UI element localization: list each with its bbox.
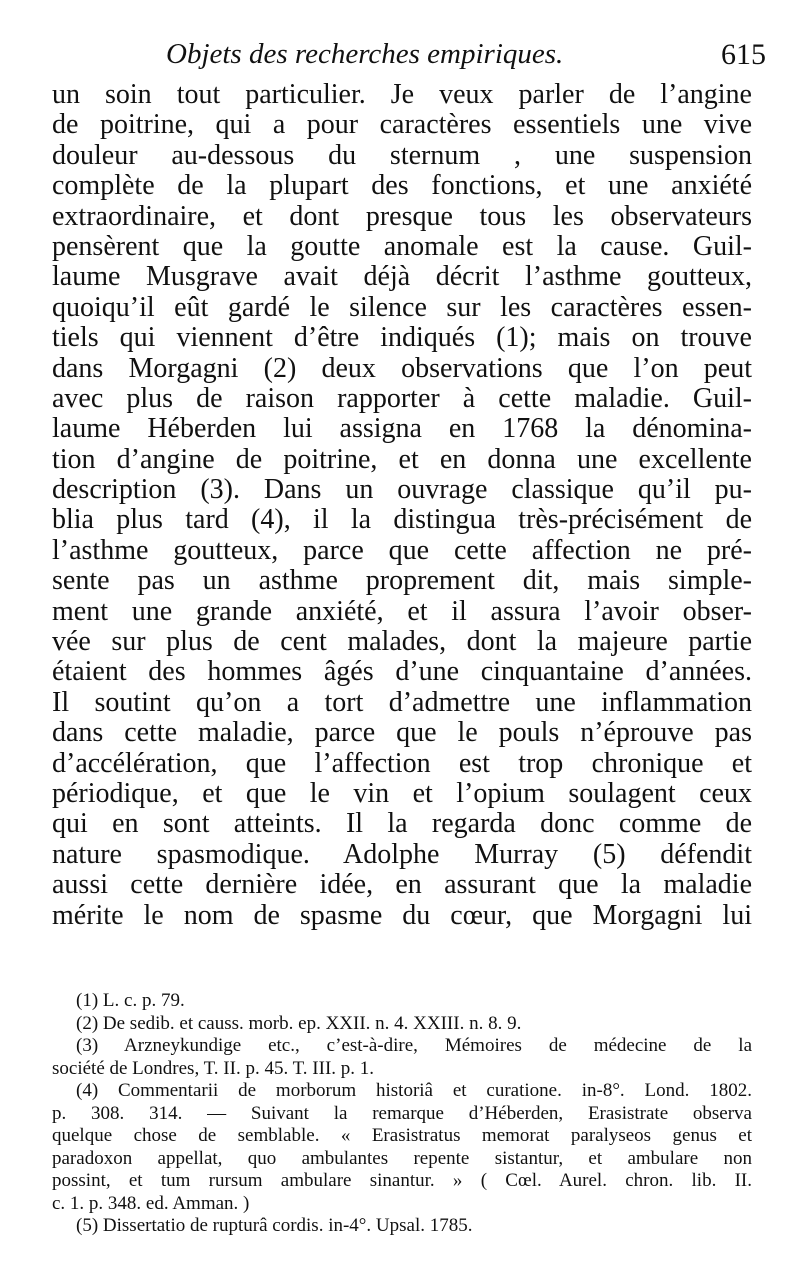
body-line: étaient des hommes âgés d’une cinquantaine d’années.	[52, 656, 752, 688]
body-line: l’asthme goutteux, parce que cette affection ne pré-	[52, 534, 752, 566]
body-line: vée sur plus de cent malades, dont la majeure partie	[52, 626, 752, 658]
body-line: qui en sont atteints. Il la regarda donc comme de	[52, 808, 752, 840]
body-line: tion d’angine de poitrine, et en donna une excellente	[52, 443, 752, 475]
body-line: ment une grande anxiété, et il assura l’avoir obser-	[52, 595, 752, 627]
footnote-line: paradoxon appellat, quo ambulantes repente sistantur, et ambulare non	[52, 1147, 752, 1169]
body-line: aussi cette dernière idée, en assurant que la maladie	[52, 869, 752, 901]
body-line: tiels qui viennent d’être indiqués (1); mais on trouve	[52, 322, 752, 354]
footnote-line: p. 308. 314. — Suivant la remarque d’Héberden, Erasistrate observa	[52, 1102, 752, 1124]
body-line: un soin tout particulier. Je veux parler de l’angine	[52, 79, 752, 110]
footnote-line: société de Londres, T. II. p. 45. T. III. p. 1.	[52, 1057, 375, 1079]
body-line: nature spasmodique. Adolphe Murray (5) défendit	[52, 838, 752, 870]
footnote-line: (2) De sedib. et causs. morb. ep. XXII. n. 4. XXIII. n. 8. 9.	[76, 1012, 522, 1034]
body-line: laume Musgrave avait déjà décrit l’asthme goutteux,	[52, 261, 752, 293]
footnote-line: (3) Arzneykundige etc., c’est-à-dire, Mémoires de médecine de la	[76, 1035, 752, 1056]
footnote-line: (5) Dissertatio de rupturâ cordis. in-4°. Upsal. 1785.	[76, 1215, 473, 1236]
page-header	[160, 38, 772, 78]
body-line: avec plus de raison rapporter à cette maladie. Guil-	[52, 382, 752, 414]
footnote-line: c. 1. p. 348. ed. Amman. )	[52, 1192, 250, 1214]
footnote-line: possint, et tum rursum ambulare sinantur. » ( Cœl. Aurel. chron. lib. II.	[52, 1170, 752, 1191]
body-line: laume Héberden lui assigna en 1768 la dénomina-	[52, 413, 752, 445]
body-text	[52, 80, 752, 931]
body-line: quoiqu’il eût gardé le silence sur les caractères essen-	[52, 291, 752, 323]
footnote-line: (1) L. c. p. 79.	[76, 990, 185, 1011]
body-line: de poitrine, qui a pour caractères essentiels une vive	[52, 109, 752, 141]
footnote-line: quelque chose de semblable. « Erasistratus memorat paralyseos genus et	[52, 1125, 752, 1146]
body-line: extraordinaire, et dont presque tous les observateurs	[52, 200, 752, 232]
body-line: mérite le nom de spasme du cœur, que Morgagni lui	[52, 899, 752, 931]
body-line: blia plus tard (4), il la distingua très-précisément de	[52, 504, 752, 536]
page-number: 615	[721, 38, 766, 71]
body-line: douleur au-dessous du sternum , une suspension	[52, 139, 752, 171]
footnotes	[52, 990, 752, 1238]
body-line: sente pas un asthme proprement dit, mais simple-	[52, 565, 752, 597]
body-line: Il soutint qu’on a tort d’admettre une inflammation	[52, 686, 752, 718]
body-line: complète de la plupart des fonctions, et une anxiété	[52, 170, 752, 202]
body-line: description (3). Dans un ouvrage classique qu’il pu-	[52, 474, 752, 506]
running-title: Objets des recherches empiriques.	[166, 38, 564, 70]
body-line: dans Morgagni (2) deux observations que l’on peut	[52, 352, 752, 384]
body-line: pensèrent que la goutte anomale est la cause. Guil-	[52, 230, 752, 262]
footnote-line: (4) Commentarii de morborum historiâ et curatione. in-8°. Lond. 1802.	[76, 1080, 752, 1101]
body-line: dans cette maladie, parce que le pouls n’éprouve pas	[52, 717, 752, 749]
body-line: périodique, et que le vin et l’opium soulagent ceux	[52, 777, 752, 809]
body-line: d’accélération, que l’affection est trop chronique et	[52, 747, 752, 779]
